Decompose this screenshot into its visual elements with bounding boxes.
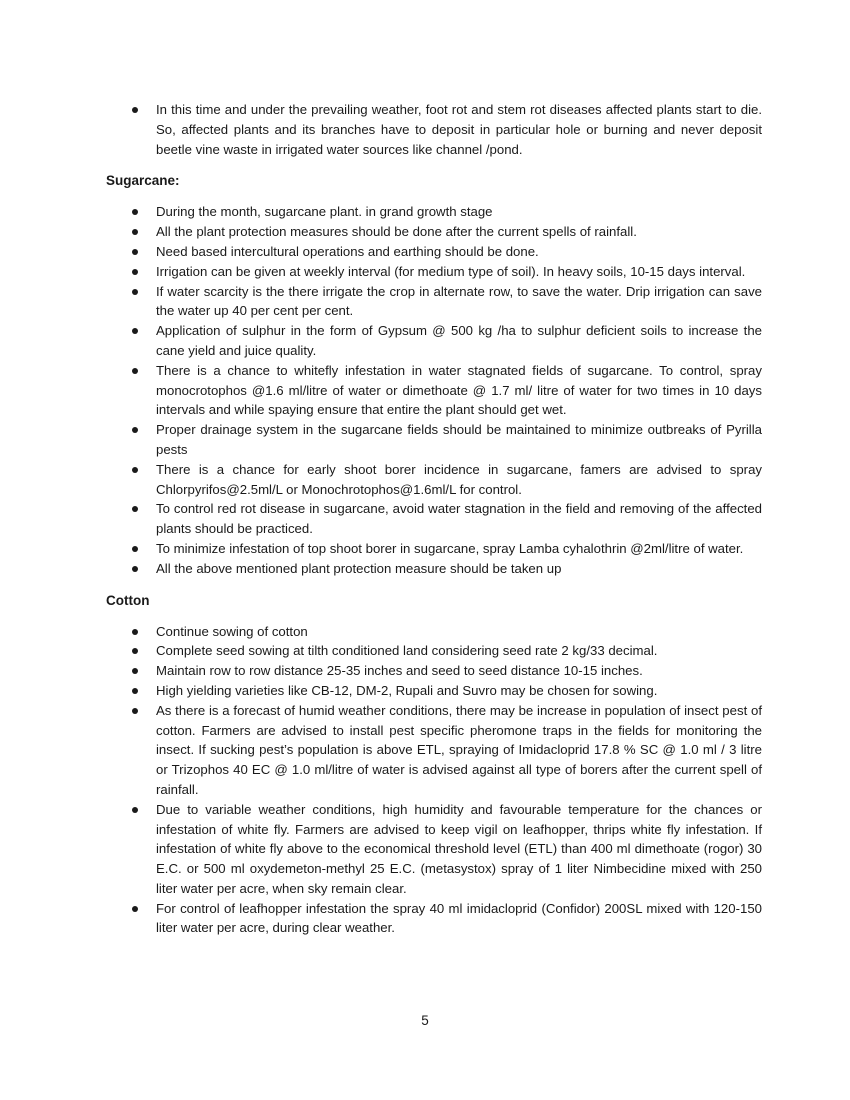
list-item: [106, 559, 762, 579]
list-item: [106, 899, 762, 939]
list-item: [106, 242, 762, 262]
intro-bullet-list: [106, 100, 762, 159]
bullet-text: For control of leafhopper infestation the spray 40 ml imidacloprid (Confidor) 200SL mixed with 120-150 liter water per acre, during clear weather.: [156, 900, 762, 936]
list-item: [106, 282, 762, 322]
bullet-text: Need based intercultural operations and earthing should be done.: [156, 243, 539, 259]
bullet-icon: [132, 269, 138, 275]
bullet-text: Due to variable weather conditions, high humidity and favourable temperature for the chances or infestation of white fly. Farmers are advised to keep vigil on leafhopper, thrips white fly infestation. If infestation of white fly above to the economical threshold level (ETL) than 400 ml dimethoate (rogor) 30 E.C. or 500 ml oxydemeton-methyl 25 E.C. (metasystox) spray of 1 liter Nimbecidine mixed with 250 liter water per acre, when sky remain clear.: [156, 801, 762, 896]
bullet-text: All the above mentioned plant protection measure should be taken up: [156, 560, 562, 576]
bullet-text: To control red rot disease in sugarcane, avoid water stagnation in the field and removing of the affected plants should be practiced.: [156, 501, 762, 537]
section-heading-sugarcane: Sugarcane:: [106, 173, 180, 189]
list-item: [106, 800, 762, 899]
bullet-text: In this time and under the prevailing weather, foot rot and stem rot diseases affected plants start to die. So, affected plants and its branches have to deposit in particular hole or burning and never deposit beetle vine waste in irrigated water sources like channel /pond.: [156, 102, 762, 157]
list-item: [106, 661, 762, 681]
page-number: 5: [421, 1013, 429, 1028]
list-item: [106, 641, 762, 661]
list-item: [106, 420, 762, 460]
bullet-icon: [132, 708, 138, 714]
bullet-text: Maintain row to row distance 25-35 inches and seed to seed distance 10-15 inches.: [156, 663, 643, 679]
bullet-icon: [132, 906, 138, 912]
bullet-icon: [132, 229, 138, 235]
bullet-icon: [132, 629, 138, 635]
bullet-text: High yielding varieties like CB-12, DM-2, Rupali and Suvro may be chosen for sowing.: [156, 682, 658, 698]
bullet-text: Complete seed sowing at tilth conditioned land considering seed rate 2 kg/33 decimal.: [156, 643, 658, 659]
bullet-text: If water scarcity is the there irrigate the crop in alternate row, to save the water. Drip irrigation can save the water up 40 per cent per cent.: [156, 283, 762, 319]
bullet-text: All the plant protection measures should be done after the current spells of rainfall.: [156, 224, 637, 240]
bullet-text: As there is a forecast of humid weather conditions, there may be increase in population of insect pest of cotton. Farmers are advised to install pest specific pheromone traps in the fields for monitoring the insect. If sucking pest’s population is above ETL, spraying of Imidacloprid 17.8 % SC @ 1.0 ml / 3 litre or Trizophos 40 EC @ 1.0 ml/litre of water is advised against all type of borers after the current spell of rainfall.: [156, 702, 762, 797]
cotton-bullet-list: [106, 622, 762, 939]
bullet-icon: [132, 648, 138, 654]
list-item: [106, 100, 762, 159]
list-item: [106, 622, 762, 642]
list-item: [106, 321, 762, 361]
bullet-text: Continue sowing of cotton: [156, 623, 308, 639]
bullet-icon: [132, 328, 138, 334]
bullet-icon: [132, 209, 138, 215]
bullet-text: Proper drainage system in the sugarcane fields should be maintained to minimize outbreaks of Pyrilla pests: [156, 422, 762, 457]
bullet-icon: [132, 566, 138, 572]
section-heading-cotton: Cotton: [106, 592, 150, 608]
bullet-icon: [132, 467, 138, 473]
bullet-icon: [132, 107, 138, 113]
bullet-icon: [132, 368, 138, 374]
bullet-text: During the month, sugarcane plant. in grand growth stage: [156, 204, 493, 220]
bullet-text: Irrigation can be given at weekly interval (for medium type of soil). In heavy soils, 10-15 days interval.: [156, 263, 746, 279]
bullet-icon: [132, 688, 138, 694]
page-content: [106, 100, 762, 938]
bullet-icon: [132, 668, 138, 674]
list-item: [106, 460, 762, 500]
bullet-icon: [132, 506, 138, 512]
list-item: [106, 681, 762, 701]
list-item: [106, 499, 762, 539]
bullet-icon: [132, 546, 138, 552]
bullet-text: There is a chance to whitefly infestation in water stagnated fields of sugarcane. To control, spray monocrotophos @1.6 ml/litre of water or dimethoate @ 1.7 ml/ litre of water for two times in 10 days intervals and while spaying ensure that entire the plant should get wet.: [156, 362, 762, 418]
list-item: [106, 361, 762, 420]
list-item: [106, 202, 762, 222]
list-item: [106, 262, 762, 282]
list-item: [106, 222, 762, 242]
bullet-icon: [132, 249, 138, 255]
sugarcane-bullet-list: [106, 202, 762, 578]
bullet-icon: [132, 427, 138, 433]
list-item: [106, 539, 762, 559]
bullet-text: Application of sulphur in the form of Gypsum @ 500 kg /ha to sulphur deficient soils to increase the cane yield and juice quality.: [156, 323, 762, 358]
list-item: [106, 701, 762, 800]
bullet-text: There is a chance for early shoot borer incidence in sugarcane, famers are advised to spray Chlorpyrifos@2.5ml/L or Monochrotophos@1.6ml/L for control.: [156, 461, 762, 497]
bullet-icon: [132, 289, 138, 295]
bullet-icon: [132, 807, 138, 813]
bullet-text: To minimize infestation of top shoot borer in sugarcane, spray Lamba cyhalothrin @2ml/litre of water.: [156, 540, 744, 556]
